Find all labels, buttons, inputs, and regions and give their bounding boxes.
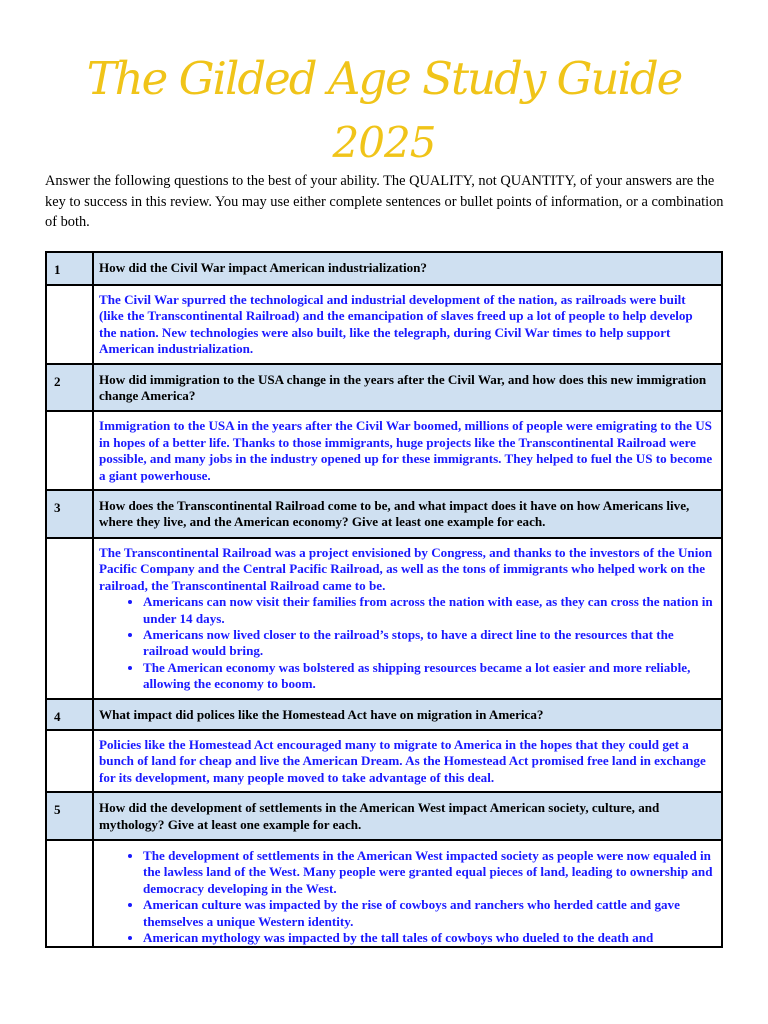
question-number: 5 <box>46 792 93 840</box>
answer-bullet: • The American economy was bolstered as shipping resources became a lot easier and more reliable, allowing the economy to boom. <box>143 660 713 693</box>
answer-row <box>46 840 722 947</box>
document-title: The Gilded Age Study Guide <box>86 52 682 105</box>
answer-cell <box>93 840 722 947</box>
answer-text: Policies like the Homestead Act encouraged many to migrate to America in the hopes that they could get a bunch of land for cheap and live the American Dream. As the Homestead Act promised free land in exchange for its development, many people moved to take advantage of this deal. <box>93 730 722 792</box>
answer-number-cell <box>46 411 93 490</box>
answer-text: Immigration to the USA in the years after the Civil War boomed, millions of people were emigrating to the US in hopes of a better life. Thanks to those immigrants, huge projects like the Transcontinental Railroad were possible, and many jobs in the industry opened up for these immigrants. They helped to fuel the US to become a giant powerhouse. <box>93 411 722 490</box>
answer-bullet: • American mythology was impacted by the tall tales of cowboys who dueled to the death and <box>143 930 713 946</box>
answer-text: The Transcontinental Railroad was a project envisioned by Congress, and thanks to the investors of the Union Pacific Company and the Central Pacific Railroad, as well as the tons of immigrants who helped work on the railroad, the Transcontinental Railroad came to be. <box>99 544 713 593</box>
question-number: 2 <box>46 364 93 412</box>
answer-number-cell <box>46 285 93 364</box>
question-text: How does the Transcontinental Railroad come to be, and what impact does it have on how Americans live, where they live, and the American economy? Give at least one example for each. <box>93 490 722 538</box>
question-row <box>46 699 722 730</box>
answer-number-cell <box>46 840 93 947</box>
answer-bullet: • American culture was impacted by the rise of cowboys and ranchers who herded cattle and gave themselves a unique Western identity. <box>143 897 713 930</box>
answer-cell <box>93 538 722 699</box>
question-text: How did the Civil War impact American industrialization? <box>93 252 722 285</box>
answer-text: The Civil War spurred the technological and industrial development of the nation, as railroads were built (like the Transcontinental Railroad) and the emancipation of slaves freed up a lot of people to help develop the nation. New technologies were also built, like the telegraph, during Civil War times to help support American industrialization. <box>93 285 722 364</box>
question-row <box>46 490 722 538</box>
question-row <box>46 252 722 285</box>
question-number: 4 <box>46 699 93 730</box>
answer-number-cell <box>46 730 93 792</box>
answer-bullet: • The development of settlements in the American West impacted society as people were now equaled in the lawless land of the West. Many people were granted equal pieces of land, leading to ownership and democracy developing in the West. <box>143 848 713 897</box>
question-number: 1 <box>46 252 93 285</box>
question-text: What impact did polices like the Homestead Act have on migration in America? <box>93 699 722 730</box>
answer-number-cell <box>46 538 93 699</box>
answer-bullet-list <box>99 594 713 692</box>
answer-row <box>46 538 722 699</box>
question-row <box>46 792 722 840</box>
answer-bullet: • Americans can now visit their families from across the nation with ease, as they can cross the nation in under 14 days. <box>143 594 713 627</box>
answer-bullet-list <box>99 848 713 946</box>
question-text: How did immigration to the USA change in the years after the Civil War, and how does this new immigration change America? <box>93 364 722 412</box>
answer-row <box>46 285 722 364</box>
answer-row <box>46 730 722 792</box>
instructions-paragraph: Answer the following questions to the best of your ability. The QUALITY, not QUANTITY, of your answers are the key to success in this review. You may use either complete sentences or bullet points of information, or a combination of both. <box>45 173 724 230</box>
question-text: How did the development of settlements in the American West impact American society, culture, and mythology? Give at least one example for each. <box>93 792 722 840</box>
question-number: 3 <box>46 490 93 538</box>
document-year: 2025 <box>332 118 436 167</box>
answer-row <box>46 411 722 490</box>
answer-bullet: • Americans now lived closer to the railroad’s stops, to have a direct line to the resources that the railroad would bring. <box>143 627 713 660</box>
study-guide-table <box>45 251 723 948</box>
question-row <box>46 364 722 412</box>
